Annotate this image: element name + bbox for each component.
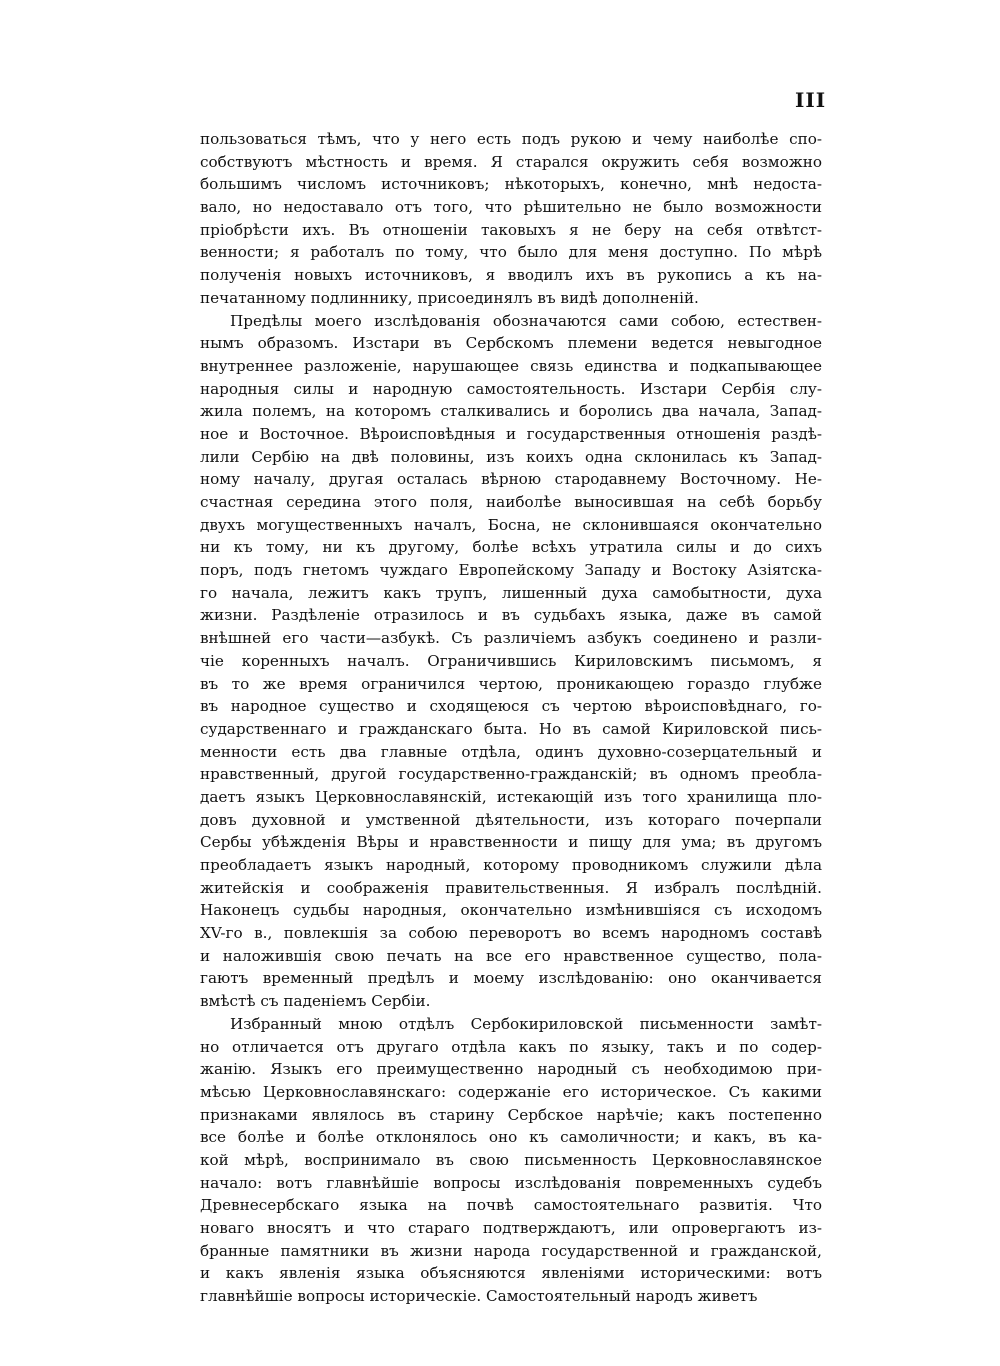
text-line: жанію. Языкъ его преимущественно народный съ необходимою при- (200, 1060, 822, 1079)
text-line: главнѣйшіе вопросы историческіе. Самостоятельный народъ живетъ (200, 1287, 758, 1306)
text-line: сударственнаго и гражданскаго быта. Но въ самой Кириловской пись- (200, 719, 822, 738)
text-line: новаго вносятъ и что стараго подтверждаютъ, или опровергаютъ из- (200, 1219, 822, 1237)
text-line: въ народное существо и сходящеюся съ чертою вѣроисповѣднаго, го- (200, 697, 822, 716)
text-line: довъ духовной и умственной дѣятельности, изъ котораго почерпали (200, 810, 822, 829)
text-line: Наконецъ судьбы народныя, окончательно измѣнившіяся съ исходомъ (200, 901, 822, 920)
text-line: нравственный, другой государственно-гражданскій; въ одномъ преобла- (200, 765, 822, 784)
text-line: ному началу, другая осталась вѣрною стародавнему Восточному. Не- (200, 470, 822, 489)
text-line: го начала, лежитъ какъ трупъ, лишенный духа самобытности, духа (200, 583, 822, 602)
text-line: начало: вотъ главнѣйшіе вопросы изслѣдованія повременныхъ судебъ (200, 1173, 822, 1192)
text-line: жизни. Раздѣленіе отразилось и въ судьбахъ языка, даже въ самой (200, 606, 822, 625)
text-line: менности есть два главные отдѣла, одинъ духовно-созерцательный и (200, 742, 822, 761)
text-line: житейскія и соображенія правительственныя. Я избралъ послѣдній. (200, 878, 822, 897)
paragraph-selected-section (200, 1013, 822, 1308)
text-line: поръ, подъ гнетомъ чуждаго Европейскому Западу и Востоку Азіятска- (200, 561, 822, 580)
text-line: даетъ языкъ Церковнославянскій, истекающій изъ того хранилища пло- (200, 787, 822, 806)
text-line: и наложившія свою печать на все его нравственное существо, пола- (200, 946, 822, 965)
text-line: но отличается отъ другаго отдѣла какъ по языку, такъ и по содер- (200, 1037, 822, 1056)
text-line: печатанному подлиннику, присоединялъ въ видѣ дополненій. (200, 288, 699, 307)
text-line: XV-го в., повлекшія за собою переворотъ во всемъ народномъ составѣ (200, 924, 822, 943)
text-line: бранные памятники въ жизни народа государственной и гражданской, (200, 1241, 822, 1260)
text-line: гаютъ временный предѣлъ и моему изслѣдованію: оно оканчивается (200, 969, 822, 988)
text-line: Древнесербскаго языка на почвѣ самостоятельнаго развитія. Что (200, 1196, 822, 1215)
text-line: въ то же время ограничился чертою, проникающею гораздо глубже (200, 674, 822, 693)
paragraph-sources (200, 128, 822, 310)
text-line: венности; я работалъ по тому, что было для меня доступно. По мѣрѣ (200, 243, 822, 262)
text-line: пользоваться тѣмъ, что у него есть подъ рукою и чему наиболѣе спо- (200, 130, 822, 148)
text-line: Избранный мною отдѣлъ Сербокириловской письменности замѣт- (230, 1014, 822, 1033)
page-number: III (795, 88, 827, 112)
text-line: мѣсью Церковнославянскаго: содержаніе его историческое. Съ какими (200, 1082, 822, 1101)
document-body (200, 128, 822, 1308)
text-line: большимъ числомъ источниковъ; нѣкоторыхъ, конечно, мнѣ недоста- (200, 175, 822, 194)
text-line: народныя силы и народную самостоятельность. Изстари Сербія слу- (200, 379, 822, 398)
paragraph-scope (200, 310, 822, 1013)
text-line: Сербы убѣжденія Вѣры и нравственности и пищу для ума; въ другомъ (200, 833, 822, 852)
text-line: внутреннее разложеніе, нарушающее связь единства и подкапывающее (200, 356, 822, 375)
text-line: счастная середина этого поля, наиболѣе выносившая на себѣ борьбу (200, 493, 822, 511)
text-line: нымъ образомъ. Изстари въ Сербскомъ племени ведется невыгодное (200, 334, 822, 353)
text-line: вало, но недоставало отъ того, что рѣшительно не было возможности (200, 198, 822, 217)
text-line: признаками являлось въ старину Сербское нарѣчіе; какъ постепенно (200, 1105, 822, 1124)
text-line: преобладаетъ языкъ народный, которому проводникомъ служили дѣла (200, 856, 822, 874)
text-line: кой мѣрѣ, воспринимало въ свою письменность Церковнославянское (200, 1150, 822, 1169)
text-line: двухъ могущественныхъ началъ, Босна, не склонившаяся окончательно (200, 515, 822, 534)
text-line: пріобрѣсти ихъ. Въ отношеніи таковыхъ я не беру на себя отвѣтст- (200, 220, 822, 239)
text-line: Предѣлы моего изслѣдованія обозначаются сами собою, естествен- (230, 311, 822, 330)
text-line: все болѣе и болѣе отклонялось оно къ самоличности; и какъ, въ ка- (200, 1128, 822, 1147)
text-line: ни къ тому, ни къ другому, болѣе всѣхъ утратила силы и до сихъ (200, 538, 822, 557)
text-line: и какъ явленія языка объясняются явленіями историческими: вотъ (200, 1264, 822, 1283)
text-line: чіе коренныхъ началъ. Ограничившись Кириловскимъ письмомъ, я (200, 651, 822, 670)
text-line: ное и Восточное. Вѣроисповѣдныя и государственныя отношенія раздѣ- (200, 424, 822, 443)
text-line: собствуютъ мѣстность и время. Я старался окружить себя возможно (200, 152, 822, 171)
text-line: внѣшней его части—азбукѣ. Съ различіемъ азбукъ соединено и разли- (200, 629, 822, 648)
text-line: жила полемъ, на которомъ сталкивались и боролись два начала, Запад- (200, 402, 822, 421)
text-line: полученія новыхъ источниковъ, я вводилъ ихъ въ рукопись а къ на- (200, 266, 822, 285)
text-line: вмѣстѣ съ паденіемъ Сербіи. (200, 992, 431, 1011)
text-line: лили Сербію на двѣ половины, изъ коихъ одна склонилась къ Запад- (200, 447, 822, 466)
